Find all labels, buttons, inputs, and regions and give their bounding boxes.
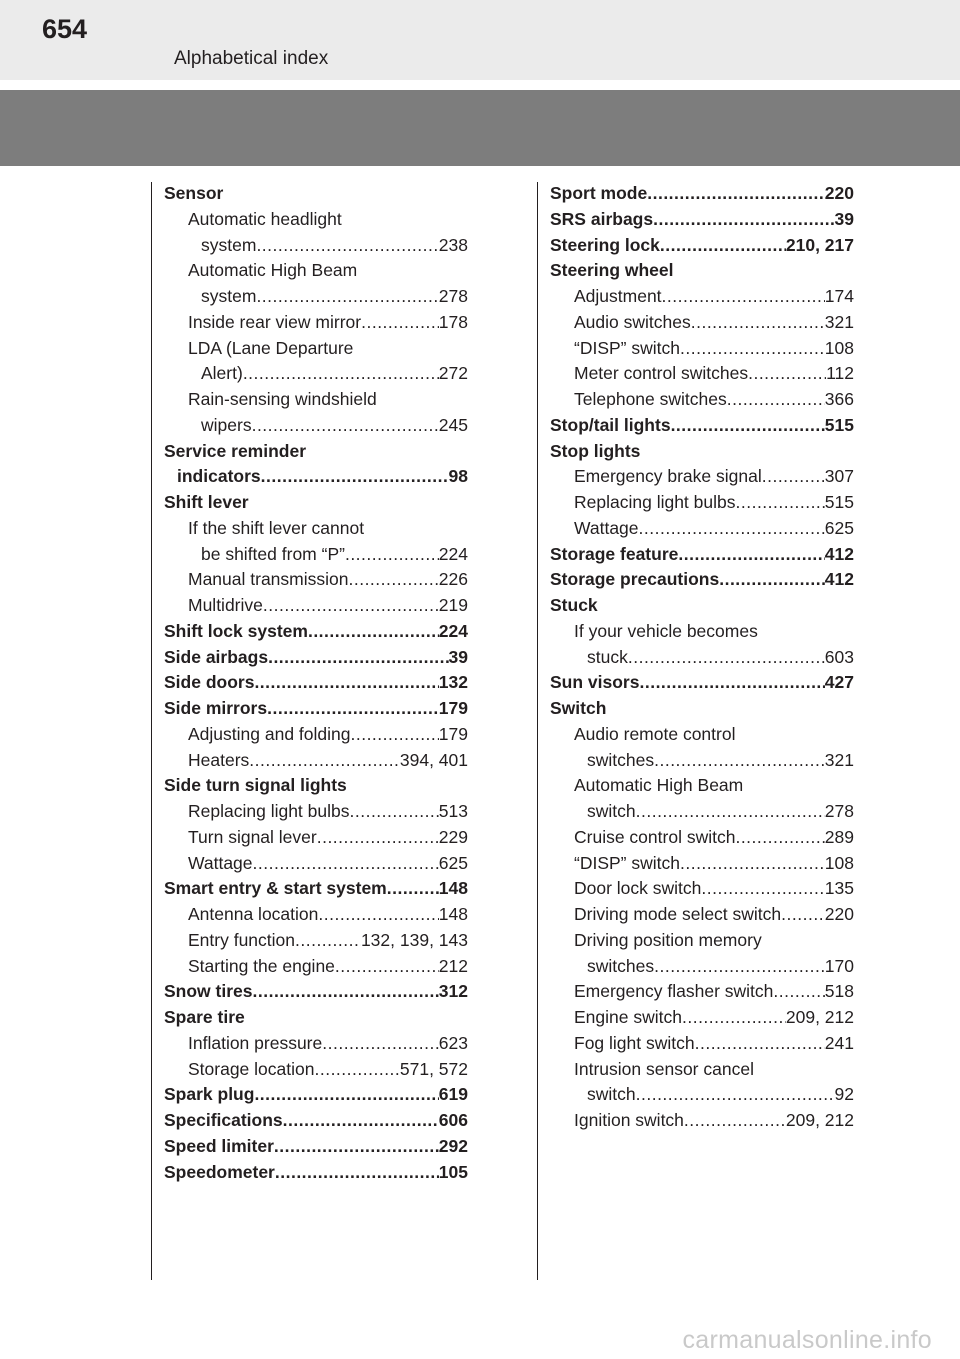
page-reference: 307 (824, 466, 854, 487)
index-entry (550, 1031, 854, 1057)
index-entry (550, 439, 854, 465)
page-reference: 289 (824, 826, 854, 847)
index-term: indicators (177, 466, 261, 487)
index-entry (164, 284, 468, 310)
index-term: Storage precautions (550, 569, 720, 590)
index-term: Emergency brake signal (574, 466, 762, 487)
leader-dots (680, 336, 825, 362)
page-reference: 112 (826, 363, 854, 384)
index-term: “DISP” switch (574, 852, 680, 873)
page-reference: 312 (438, 981, 468, 1002)
page-reference: 625 (438, 852, 468, 873)
leader-dots (345, 542, 439, 568)
leader-dots (695, 1031, 825, 1057)
index-term: Inside rear view mirror (188, 311, 362, 332)
index-term: Shift lock system (164, 620, 308, 641)
page-reference: 170 (824, 955, 854, 976)
index-term: system (201, 234, 257, 255)
index-entry (164, 387, 468, 413)
page-reference: 412 (824, 569, 854, 590)
page-reference: 321 (824, 749, 854, 770)
leader-dots (348, 567, 438, 593)
leader-dots (252, 413, 439, 439)
index-entry (164, 233, 468, 259)
index-entry (550, 1108, 854, 1134)
page-reference: 98 (448, 466, 468, 487)
index-entry (164, 310, 468, 336)
leader-dots (636, 799, 825, 825)
index-entry (550, 902, 854, 928)
index-column-right (550, 181, 854, 1134)
leader-dots (660, 233, 786, 259)
index-entry (550, 567, 854, 593)
index-entry (164, 258, 468, 284)
index-entry (164, 902, 468, 928)
index-term: Driving position memory (574, 929, 762, 950)
index-term: Ignition switch (574, 1110, 684, 1130)
watermark: carmanualsonline.info (682, 1326, 932, 1354)
index-term: Audio remote control (574, 723, 736, 744)
page-reference: 132 (438, 672, 468, 693)
page-reference: 210, 217 (785, 234, 854, 255)
index-term: SRS airbags (550, 208, 654, 229)
index-term: Wattage (188, 852, 253, 873)
index-term: Turn signal lever (188, 826, 317, 847)
page-reference: 39 (834, 208, 854, 229)
index-entry (550, 825, 854, 851)
page-reference: 220 (824, 183, 854, 203)
page-reference: 178 (438, 311, 468, 332)
leader-dots (263, 593, 439, 619)
leader-dots (682, 1005, 786, 1031)
page-header (0, 0, 960, 80)
index-term: Entry function (188, 929, 295, 950)
index-term: Automatic High Beam (574, 775, 744, 796)
index-entry (164, 1108, 468, 1134)
index-term: Engine switch (574, 1007, 682, 1027)
page-reference: 278 (438, 286, 468, 306)
leader-dots (748, 361, 826, 387)
leader-dots (256, 233, 438, 259)
leader-dots (256, 284, 438, 310)
index-entry (550, 670, 854, 696)
index-entry (164, 490, 468, 516)
page-reference: 135 (824, 878, 854, 899)
index-term: Storage location (188, 1058, 315, 1079)
index-entry (164, 593, 468, 619)
leader-dots (636, 1082, 835, 1108)
page-reference: 179 (438, 723, 468, 744)
index-term: Audio switches (574, 311, 691, 332)
leader-dots (654, 954, 825, 980)
leader-dots (249, 748, 400, 774)
index-entry (550, 876, 854, 902)
index-term: Automatic headlight (188, 208, 342, 229)
index-term: Stop lights (550, 440, 641, 461)
index-term: Sensor (164, 183, 224, 203)
index-term: Switch (550, 698, 607, 718)
page-reference: 174 (824, 286, 854, 306)
page-reference: 625 (824, 517, 854, 538)
index-term: switch (587, 1084, 636, 1105)
leader-dots (735, 825, 824, 851)
leader-dots (254, 1082, 438, 1108)
index-entry (164, 207, 468, 233)
index-entry (550, 619, 854, 645)
page-reference: 321 (824, 311, 854, 332)
page-reference: 39 (448, 646, 468, 667)
index-entry (164, 181, 468, 207)
page-reference: 220 (824, 904, 854, 924)
leader-dots (261, 464, 449, 490)
index-term: Replacing light bulbs (188, 801, 350, 821)
index-entry (164, 748, 468, 774)
index-entry (164, 1082, 468, 1108)
index-entry (550, 233, 854, 259)
index-entry (164, 876, 468, 902)
leader-dots (317, 825, 439, 851)
index-term: Storage feature (550, 543, 679, 564)
page-reference: 278 (824, 801, 854, 821)
index-term: switches (587, 955, 655, 976)
page-reference: 245 (438, 414, 468, 435)
index-term: Spare tire (164, 1007, 245, 1027)
leader-dots (253, 851, 439, 877)
index-term: system (201, 286, 257, 306)
page-reference: 518 (824, 981, 854, 1002)
index-term: stuck (587, 646, 628, 667)
index-entry (164, 696, 468, 722)
index-entry (164, 1005, 468, 1031)
leader-dots (254, 670, 438, 696)
index-entry (164, 464, 468, 490)
page-number: 654 (42, 14, 88, 44)
index-term: Fog light switch (574, 1032, 695, 1053)
index-entry (550, 773, 854, 799)
page-reference: 238 (438, 234, 468, 255)
page-reference: 224 (438, 543, 468, 564)
index-term: Alert) (201, 363, 243, 384)
index-term: Speed limiter (164, 1135, 274, 1156)
index-term: Snow tires (164, 981, 253, 1002)
index-column-left (164, 181, 468, 1185)
index-entry (550, 696, 854, 722)
index-term: LDA (Lane Departure (188, 337, 354, 358)
index-entry (550, 1082, 854, 1108)
page-reference: 209, 212 (785, 1110, 854, 1130)
index-entry (164, 954, 468, 980)
index-entry (550, 542, 854, 568)
leader-dots (691, 310, 825, 336)
index-entry (164, 567, 468, 593)
index-term: Speedometer (164, 1161, 275, 1182)
index-term: Adjusting and folding (188, 723, 351, 744)
index-term: be shifted from “P” (201, 543, 345, 564)
index-term: Manual transmission (188, 569, 349, 590)
index-term: Cruise control switch (574, 826, 736, 847)
page-reference: 292 (438, 1135, 468, 1156)
leader-dots (727, 387, 825, 413)
index-entry (550, 979, 854, 1005)
left-column-rule (151, 182, 152, 1280)
page-reference: 105 (438, 1161, 468, 1182)
page-reference: 603 (824, 646, 854, 667)
leader-dots (361, 310, 439, 336)
page-reference: 132, 139, 143 (360, 929, 468, 950)
leader-dots (647, 181, 825, 207)
page-reference: 513 (438, 801, 468, 821)
leader-dots (736, 490, 825, 516)
index-entry (550, 310, 854, 336)
index-entry (550, 851, 854, 877)
page-reference: 229 (438, 826, 468, 847)
index-term: Specifications (164, 1110, 283, 1130)
leader-dots (267, 696, 439, 722)
index-entry (550, 1005, 854, 1031)
index-entry (164, 799, 468, 825)
page-reference: 108 (824, 337, 854, 358)
leader-dots (350, 722, 438, 748)
leader-dots (653, 207, 834, 233)
index-entry (164, 336, 468, 362)
right-column-rule (537, 182, 538, 1280)
index-entry (550, 413, 854, 439)
leader-dots (671, 413, 825, 439)
page-reference: 515 (824, 492, 854, 512)
page-reference: 179 (438, 698, 468, 718)
footer (0, 1322, 960, 1359)
leader-dots (268, 645, 448, 671)
index-entry (550, 490, 854, 516)
index-entry (164, 619, 468, 645)
page-reference: 366 (824, 389, 854, 409)
leader-dots (243, 361, 439, 387)
index-entry (550, 954, 854, 980)
leader-dots (275, 1160, 439, 1186)
index-entry (550, 336, 854, 362)
index-entry (164, 1160, 468, 1186)
index-entry (164, 851, 468, 877)
page-reference: 427 (824, 672, 854, 693)
index-entry (164, 670, 468, 696)
page-reference: 515 (824, 414, 854, 435)
index-entry (164, 645, 468, 671)
index-entry (550, 181, 854, 207)
leader-dots (314, 1057, 399, 1083)
leader-dots (350, 799, 439, 825)
leader-dots (274, 1134, 439, 1160)
index-term: Multidrive (188, 595, 263, 615)
index-entry (164, 439, 468, 465)
index-entry (550, 258, 854, 284)
index-term: Antenna location (188, 904, 319, 924)
index-term: If the shift lever cannot (188, 517, 365, 538)
index-term: Stuck (550, 595, 598, 615)
index-term: Rain-sensing windshield (188, 389, 377, 409)
index-entry (550, 928, 854, 954)
index-term: Smart entry & start system (164, 878, 387, 899)
index-entry (550, 748, 854, 774)
index-term: switches (587, 749, 655, 770)
leader-dots (680, 851, 825, 877)
leader-dots (701, 876, 824, 902)
index-term: Heaters (188, 749, 250, 770)
index-term: Side doors (164, 672, 255, 693)
leader-dots (678, 542, 824, 568)
page-reference: 394, 401 (399, 749, 468, 770)
leader-dots (719, 567, 825, 593)
index-term: Sport mode (550, 183, 648, 203)
index-term: Driving mode select switch (574, 904, 782, 924)
index-term: Adjustment (574, 286, 662, 306)
leader-dots (318, 902, 438, 928)
page-reference: 272 (438, 363, 468, 384)
index-entry (550, 464, 854, 490)
leader-dots (662, 284, 825, 310)
index-term: Steering wheel (550, 260, 674, 281)
index-entry (164, 979, 468, 1005)
index-entry (550, 722, 854, 748)
index-term: Intrusion sensor cancel (574, 1058, 754, 1079)
index-entry (550, 516, 854, 542)
leader-dots (639, 670, 824, 696)
leader-dots (762, 464, 825, 490)
page-reference: 209, 212 (785, 1007, 854, 1027)
index-term: Shift lever (164, 492, 249, 512)
index-entry (164, 722, 468, 748)
index-term: Service reminder (164, 440, 307, 461)
leader-dots (335, 954, 439, 980)
leader-dots (628, 645, 825, 671)
page-reference: 623 (438, 1032, 468, 1053)
index-entry (550, 799, 854, 825)
index-entry (550, 387, 854, 413)
index-entry (164, 413, 468, 439)
index-term: Starting the engine (188, 955, 335, 976)
index-entry (550, 645, 854, 671)
index-term: Emergency flasher switch (574, 981, 774, 1002)
page-reference: 412 (824, 543, 854, 564)
page-reference: 92 (834, 1084, 854, 1105)
index-term: Stop/tail lights (550, 414, 671, 435)
index-term: If your vehicle becomes (574, 620, 758, 641)
page-reference: 226 (438, 569, 468, 590)
index-term: switch (587, 801, 636, 821)
index-term: Meter control switches (574, 363, 749, 384)
page-reference: 241 (824, 1032, 854, 1053)
index-entry (550, 593, 854, 619)
leader-dots (639, 516, 825, 542)
index-entry (164, 361, 468, 387)
index-entry (164, 542, 468, 568)
leader-dots (773, 979, 824, 1005)
index-term: Sun visors (550, 672, 640, 693)
header-band (0, 90, 960, 166)
index-entry (164, 516, 468, 542)
index-entry (164, 928, 468, 954)
index-entry (550, 284, 854, 310)
page-reference: 148 (438, 878, 468, 899)
index-entry (164, 1031, 468, 1057)
leader-dots (684, 1108, 786, 1134)
page-reference: 606 (438, 1110, 468, 1130)
page-reference: 148 (438, 904, 468, 924)
index-entry (164, 1057, 468, 1083)
page-reference: 224 (438, 620, 468, 641)
page-reference: 219 (438, 595, 468, 615)
page-reference: 619 (438, 1084, 468, 1105)
leader-dots (253, 979, 439, 1005)
index-term: Side airbags (164, 646, 269, 667)
index-entry (550, 361, 854, 387)
index-entry (164, 825, 468, 851)
leader-dots (654, 748, 825, 774)
index-term: wipers (201, 414, 252, 435)
index-term: Telephone switches (574, 389, 727, 409)
index-term: Steering lock (550, 234, 660, 255)
index-entry (164, 1134, 468, 1160)
index-term: “DISP” switch (574, 337, 680, 358)
index-entry (550, 207, 854, 233)
leader-dots (283, 1108, 439, 1134)
page-reference: 108 (824, 852, 854, 873)
index-term: Side mirrors (164, 698, 268, 718)
page-reference: 571, 572 (399, 1058, 468, 1079)
index-term: Wattage (574, 517, 639, 538)
index-term: Side turn signal lights (164, 775, 347, 796)
section-title: Alphabetical index (174, 48, 329, 69)
page-reference: 212 (438, 955, 468, 976)
index-term: Automatic High Beam (188, 260, 358, 281)
index-entry (164, 773, 468, 799)
index-entry (550, 1057, 854, 1083)
index-term: Spark plug (164, 1084, 255, 1105)
leader-dots (781, 902, 825, 928)
leader-dots (387, 876, 439, 902)
leader-dots (322, 1031, 439, 1057)
leader-dots (308, 619, 439, 645)
leader-dots (295, 928, 361, 954)
index-term: Replacing light bulbs (574, 492, 736, 512)
index-term: Inflation pressure (188, 1032, 323, 1053)
index-term: Door lock switch (574, 878, 702, 899)
